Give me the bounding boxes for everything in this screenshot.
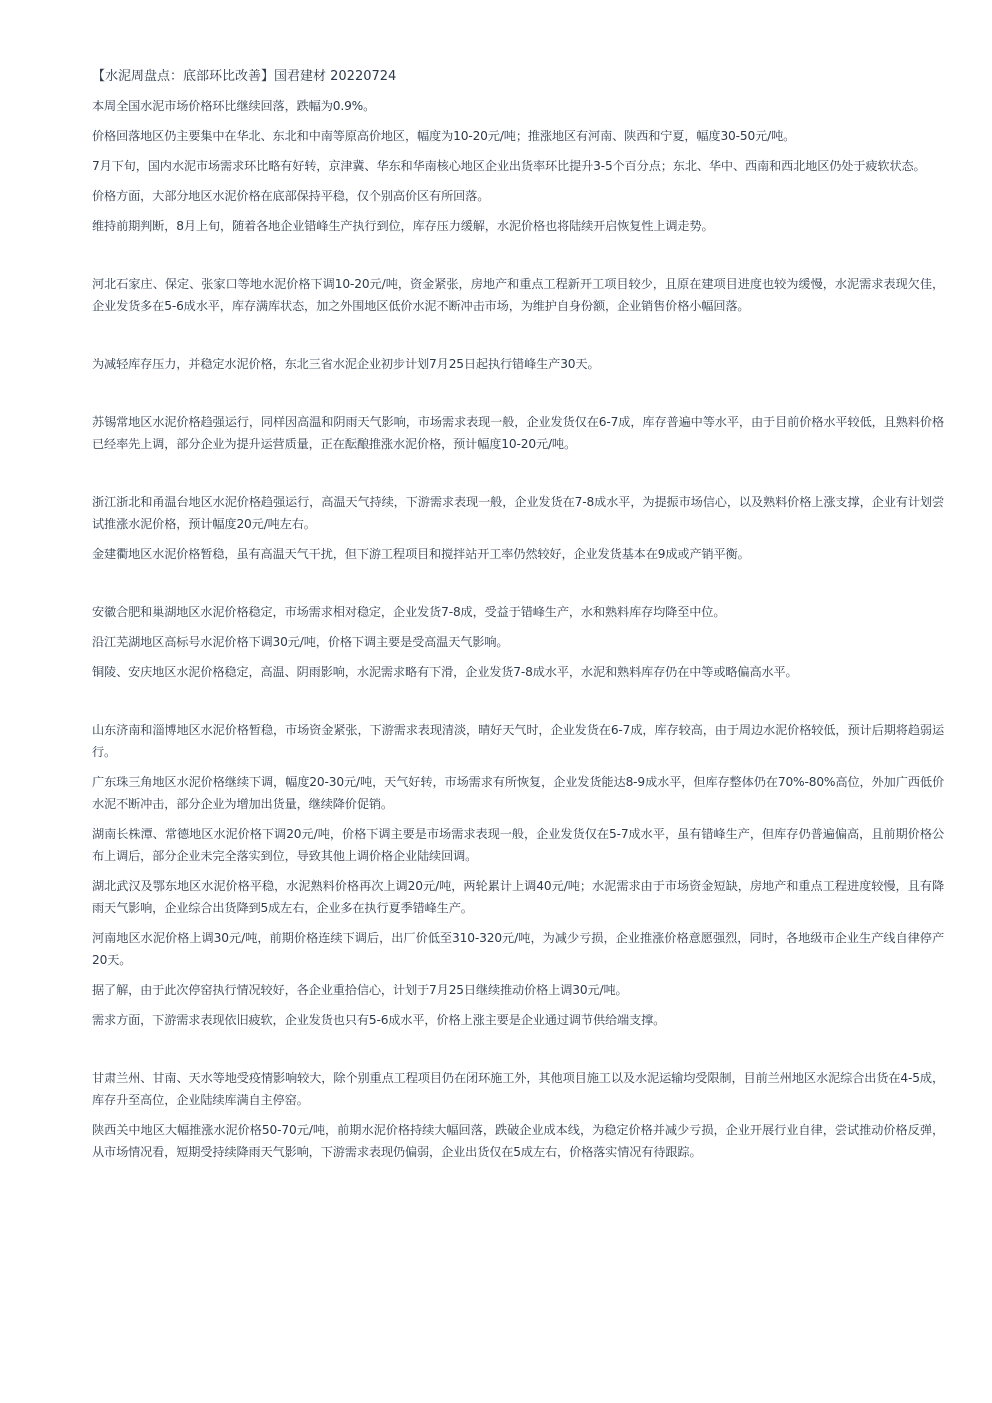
- paragraph-gansu: 甘肃兰州、甘南、天水等地受疫情影响较大，除个别重点工程项目仍在闭环施工外，其他项目施工以及水泥运输均受限制，目前兰州地区水泥综合出货在4-5成，库存升至高位，企业陆续库满自主停窑。: [92, 1071, 944, 1107]
- paragraph-outlook: 维持前期判断，8月上旬，随着各地企业错峰生产执行到位，库存压力缓解，水泥价格也将陆续开启恢复性上调走势。: [92, 219, 714, 233]
- paragraph-zhejiang: 浙江浙北和甬温台地区水泥价格趋强运行，高温天气持续，下游需求表现一般，企业发货在7-8成水平，为提振市场信心，以及熟料价格上涨支撑，企业有计划尝试推涨水泥价格，预计幅度20元/吨左右。: [92, 495, 944, 531]
- section-gap: [92, 325, 944, 353]
- section-gap: [92, 245, 944, 273]
- section-gap: [92, 1039, 944, 1067]
- paragraph-shandong: 山东济南和淄博地区水泥价格暂稳，市场资金紧张，下游需求表现清淡，晴好天气时，企业发货在6-7成，库存较高，由于周边水泥价格较低，预计后期将趋弱运行。: [92, 723, 944, 759]
- paragraph-henan-demand: 需求方面，下游需求表现依旧疲软，企业发货也只有5-6成水平，价格上涨主要是企业通过调节供给端支撑。: [92, 1013, 666, 1027]
- paragraph-demand-late-july: 7月下旬，国内水泥市场需求环比略有好转，京津冀、华东和华南核心地区企业出货率环比提升3-5个百分点；东北、华中、西南和西北地区仍处于疲软状态。: [92, 159, 926, 173]
- paragraph-suxichang: 苏锡常地区水泥价格趋强运行，同样因高温和阴雨天气影响，市场需求表现一般，企业发货仅在6-7成，库存普遍中等水平，由于目前价格水平较低，且熟料价格已经率先上调，部分企业为提升运营质量，正在酝酿推涨水泥价格，预计幅度10-20元/吨。: [92, 415, 944, 451]
- paragraph-guangdong: 广东珠三角地区水泥价格继续下调，幅度20-30元/吨，天气好转，市场需求有所恢复，企业发货能达8-9成水平，但库存整体仍在70%-80%高位，外加广西低价水泥不断冲击，部分企业为增加出货量，继续降价促销。: [92, 775, 944, 811]
- paragraph-hunan: 湖南长株潭、常德地区水泥价格下调20元/吨，价格下调主要是市场需求表现一般，企业发货仅在5-7成水平，虽有错峰生产，但库存仍普遍偏高，且前期价格公布上调后，部分企业未完全落实到位，导致其他上调价格企业陆续回调。: [92, 827, 944, 863]
- paragraph-henan-plan: 据了解，由于此次停窑执行情况较好，各企业重拾信心，计划于7月25日继续推动价格上调30元/吨。: [92, 983, 628, 997]
- paragraph-price-regions: 价格回落地区仍主要集中在华北、东北和中南等原高价地区，幅度为10-20元/吨；推涨地区有河南、陕西和宁夏，幅度30-50元/吨。: [92, 129, 796, 143]
- paragraph-northeast: 为减轻库存压力，并稳定水泥价格，东北三省水泥企业初步计划7月25日起执行错峰生产30天。: [92, 357, 600, 371]
- section-gap: [92, 463, 944, 491]
- paragraph-anhui: 安徽合肥和巢湖地区水泥价格稳定，市场需求相对稳定，企业发货7-8成，受益于错峰生产，水和熟料库存均降至中位。: [92, 605, 726, 619]
- paragraph-hebei: 河北石家庄、保定、张家口等地水泥价格下调10-20元/吨，资金紧张，房地产和重点工程新开工项目较少，且原在建项目进度也较为缓慢，水泥需求表现欠佳，企业发货多在5-6成水平，库存满库状态，加之外围地区低价水泥不断冲击市场，为维护自身份额，企业销售价格小幅回落。: [92, 277, 944, 313]
- paragraph-national-summary: 本周全国水泥市场价格环比继续回落，跌幅为0.9%。: [92, 99, 376, 113]
- section-gap: [92, 573, 944, 601]
- paragraph-hubei: 湖北武汉及鄂东地区水泥价格平稳，水泥熟料价格再次上调20元/吨，两轮累计上调40元/吨；水泥需求由于市场资金短缺，房地产和重点工程进度较慢，且有降雨天气影响，企业综合出货降到5成左右，企业多在执行夏季错峰生产。: [92, 879, 944, 915]
- paragraph-price-aspect: 价格方面，大部分地区水泥价格在底部保持平稳，仅个别高价区有所回落。: [92, 189, 490, 203]
- paragraph-wuhu: 沿江芜湖地区高标号水泥价格下调30元/吨，价格下调主要是受高温天气影响。: [92, 635, 509, 649]
- paragraph-henan: 河南地区水泥价格上调30元/吨，前期价格连续下调后，出厂价低至310-320元/吨，为减少亏损，企业推涨价格意愿强烈，同时，各地级市企业生产线自律停产20天。: [92, 931, 944, 967]
- paragraph-tongling-anqing: 铜陵、安庆地区水泥价格稳定，高温、阴雨影响，水泥需求略有下滑，企业发货7-8成水平，水泥和熟料库存仍在中等或略偏高水平。: [92, 665, 798, 679]
- section-gap: [92, 691, 944, 719]
- document-page: [92, 66, 944, 1171]
- paragraph-jinjianqu: 金建衢地区水泥价格暂稳，虽有高温天气干扰，但下游工程项目和搅拌站开工率仍然较好，企业发货基本在9成或产销平衡。: [92, 547, 750, 561]
- section-gap: [92, 383, 944, 411]
- paragraph-shaanxi: 陕西关中地区大幅推涨水泥价格50-70元/吨，前期水泥价格持续大幅回落，跌破企业成本线，为稳定价格并减少亏损，企业开展行业自律，尝试推动价格反弹，从市场情况看，短期受持续降雨天气影响，下游需求表现仍偏弱，企业出货仅在5成左右，价格落实情况有待跟踪。: [92, 1123, 944, 1159]
- document-title: 【水泥周盘点：底部环比改善】国君建材 20220724: [92, 69, 397, 84]
